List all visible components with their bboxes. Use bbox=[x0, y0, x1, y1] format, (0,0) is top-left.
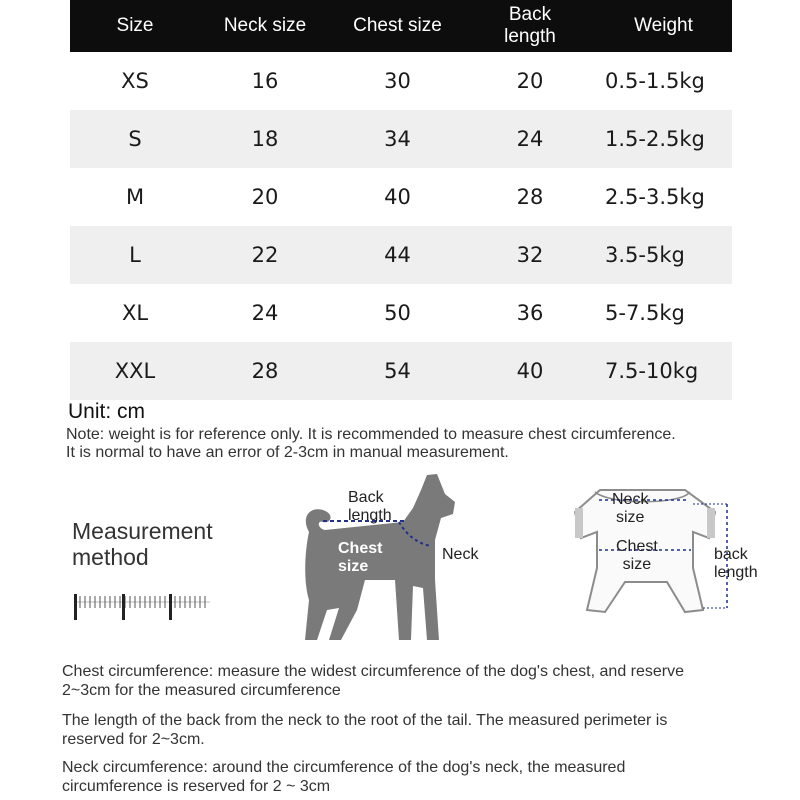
cell-size: M bbox=[125, 185, 145, 209]
desc-line: Neck circumference: around the circumference of the dog's neck, the measured bbox=[62, 759, 626, 776]
label-line: length bbox=[714, 564, 758, 581]
ruler-icon bbox=[74, 592, 214, 622]
cell-neck-size: 24 bbox=[251, 301, 279, 325]
table-row bbox=[70, 284, 732, 342]
label-line: size bbox=[616, 509, 645, 526]
table-header bbox=[70, 0, 732, 52]
cell-size: XL bbox=[121, 301, 149, 325]
header-neck-size: Neck size bbox=[223, 15, 307, 36]
desc-line: circumference is reserved for 2 ~ 3cm bbox=[62, 778, 331, 795]
cell-back-length: 28 bbox=[516, 185, 544, 209]
cell-neck-size: 18 bbox=[251, 127, 279, 151]
label-line: Chest bbox=[338, 540, 383, 557]
table-row bbox=[70, 342, 732, 400]
measurement-method-title bbox=[72, 518, 213, 570]
desc-line: 2~3cm for the measured circumference bbox=[62, 682, 341, 699]
dog-neck-label: Neck bbox=[442, 546, 479, 563]
neck-circumference-description bbox=[62, 758, 625, 796]
note-line: It is normal to have an error of 2-3cm in manual measurement. bbox=[66, 444, 509, 461]
header-weight: Weight bbox=[634, 15, 693, 36]
cell-weight: 2.5-3.5kg bbox=[605, 185, 705, 209]
garment-neck-size-label bbox=[612, 491, 648, 527]
table-row bbox=[70, 110, 732, 168]
cell-back-length: 24 bbox=[516, 127, 544, 151]
title-line: Measurement bbox=[72, 518, 213, 544]
label-line: size bbox=[622, 556, 652, 573]
cell-neck-size: 16 bbox=[251, 69, 279, 93]
note-text bbox=[66, 426, 676, 462]
table-body bbox=[70, 52, 732, 400]
table-row bbox=[70, 226, 732, 284]
cell-size: XS bbox=[121, 69, 149, 93]
title-line: method bbox=[72, 544, 149, 570]
label-line: Chest bbox=[616, 538, 658, 555]
cell-weight: 5-7.5kg bbox=[605, 301, 685, 325]
label-line: size bbox=[338, 558, 369, 575]
cell-neck-size: 22 bbox=[251, 243, 279, 267]
chest-circumference-description bbox=[62, 662, 684, 700]
cell-back-length: 32 bbox=[516, 243, 544, 267]
back-length-description bbox=[62, 711, 667, 749]
cell-chest-size: 34 bbox=[384, 127, 411, 151]
unit-label: Unit: cm bbox=[68, 400, 146, 423]
size-table bbox=[70, 0, 732, 400]
cell-back-length: 36 bbox=[516, 301, 544, 325]
table-row bbox=[70, 168, 732, 226]
cell-weight: 1.5-2.5kg bbox=[605, 127, 705, 151]
cell-back-length: 20 bbox=[516, 69, 544, 93]
cell-weight: 7.5-10kg bbox=[605, 359, 699, 383]
label-line: back bbox=[714, 546, 748, 563]
label-line: Back bbox=[348, 489, 384, 506]
note-line: Note: weight is for reference only. It is recommended to measure chest circumference. bbox=[66, 426, 676, 443]
cell-neck-size: 20 bbox=[251, 185, 279, 209]
label-line: Neck bbox=[612, 491, 649, 508]
desc-line: The length of the back from the neck to the root of the tail. The measured perimeter is bbox=[62, 712, 668, 729]
cell-chest-size: 44 bbox=[384, 243, 411, 267]
cell-size: L bbox=[129, 243, 141, 267]
cell-neck-size: 28 bbox=[251, 359, 279, 383]
cell-back-length: 40 bbox=[516, 359, 544, 383]
label-line: length bbox=[348, 507, 392, 524]
desc-line: reserved for 2~3cm. bbox=[62, 731, 205, 748]
cell-chest-size: 30 bbox=[384, 69, 411, 93]
dog-back-length-label bbox=[348, 489, 392, 525]
header-chest-size: Chest size bbox=[353, 15, 442, 36]
garment-back-length-label bbox=[714, 546, 758, 582]
cell-weight: 3.5-5kg bbox=[605, 243, 685, 267]
dog-chest-size-label bbox=[338, 540, 382, 576]
cell-chest-size: 50 bbox=[384, 301, 411, 325]
header-back-length: Back length bbox=[504, 4, 556, 47]
cell-size: XXL bbox=[114, 359, 156, 383]
desc-line: Chest circumference: measure the widest circumference of the dog's chest, and reserve bbox=[62, 663, 685, 680]
cell-chest-size: 40 bbox=[384, 185, 411, 209]
header-size: Size bbox=[116, 15, 154, 36]
garment-chest-size-label bbox=[616, 538, 658, 574]
table-row bbox=[70, 52, 732, 110]
cell-weight: 0.5-1.5kg bbox=[605, 69, 705, 93]
cell-chest-size: 54 bbox=[384, 359, 411, 383]
cell-size: S bbox=[128, 127, 142, 151]
